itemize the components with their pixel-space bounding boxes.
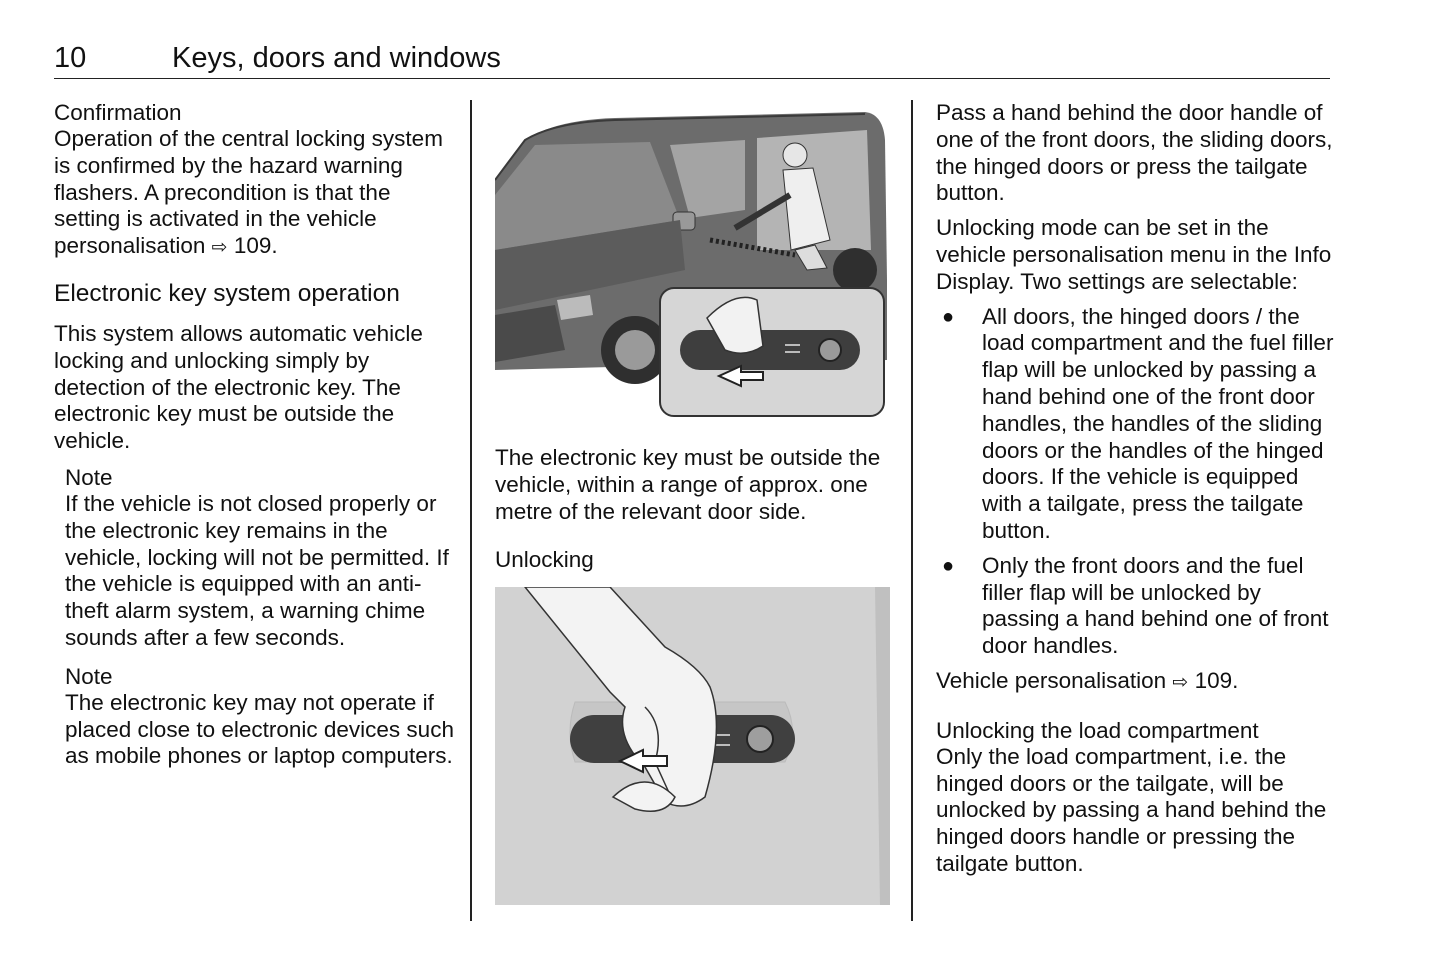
note-text: If the vehicle is not closed properly or the electronic key remains in the vehicle, locking will not be permitted. If the vehicle is equipped with an anti-theft alarm system, a warning chime sounds after a few seconds.: [65, 490, 449, 650]
bullet-icon: ●: [942, 305, 955, 328]
confirmation-paragraph: [54, 126, 454, 261]
list-item: [936, 553, 1336, 660]
column-middle: [495, 100, 895, 905]
unlocking-heading: Unlocking: [495, 547, 594, 573]
note-box-1: [65, 465, 454, 652]
chapter-title: Keys, doors and windows: [172, 42, 501, 74]
list-item-text: Only the front doors and the fuel filler flap will be unlocked by passing a hand behind one of front door handles.: [982, 552, 1329, 659]
van-illustration: [495, 100, 887, 420]
right-arrow-xref-icon: ⇨: [211, 236, 228, 259]
note-label: Note: [65, 663, 113, 689]
bullet-icon: ●: [942, 554, 955, 577]
list-item: [936, 304, 1336, 545]
personalisation-text: Vehicle personalisation: [936, 667, 1167, 693]
load-compartment-heading: Unlocking the load compartment: [936, 717, 1259, 743]
unlock-mode-list: [936, 304, 1336, 660]
page-number: 10: [54, 42, 87, 74]
note-label: Note: [65, 464, 113, 490]
confirmation-page-ref[interactable]: 109.: [233, 233, 278, 259]
column-divider-left: [470, 100, 472, 921]
right-arrow-xref-icon: ⇨: [1172, 670, 1189, 693]
eks-heading: Electronic key system operation: [54, 279, 400, 307]
list-item-text: All doors, the hinged doors / the load compartment and the fuel filler flap will be unlocked by passing a hand behind one of the front door handles, the handles of the sliding doors or the handles of the hinged doors. If the vehicle is equipped with a tailgate, press the tailgate button.: [982, 303, 1334, 543]
confirmation-heading: Confirmation: [54, 100, 182, 125]
handle-illustration: [495, 587, 890, 905]
van-with-person-image: [495, 100, 887, 420]
personalisation-page-ref[interactable]: 109.: [1194, 667, 1239, 693]
column-left: [54, 100, 454, 770]
column-right: [936, 100, 1336, 878]
confirmation-text: Operation of the central locking system is confirmed by the hazard warning flashers. A precondition is that the setting is activated in the vehicle personalisation: [54, 126, 443, 259]
note-box-2: [65, 664, 454, 770]
door-handle-image: [495, 587, 890, 905]
range-paragraph: The electronic key must be outside the vehicle, within a range of approx. one metre of the relevant door side.: [495, 445, 881, 524]
note-text: The electronic key may not operate if placed close to electronic devices such as mobile phones or laptop computers.: [65, 689, 454, 769]
mode-paragraph: Unlocking mode can be set in the vehicle personalisation menu in the Info Display. Two settings are selectable:: [936, 215, 1332, 294]
intro-paragraph: Pass a hand behind the door handle of one of the front doors, the sliding doors, the hinged doors or press the tailgate button.: [936, 100, 1333, 206]
load-compartment-paragraph: Only the load compartment, i.e. the hinged doors or the tailgate, will be unlocked by passing a hand behind the hinged doors handle or pressing the tailgate button.: [936, 743, 1327, 876]
eks-paragraph: This system allows automatic vehicle locking and unlocking simply by detection of the electronic key. The electronic key must be outside the vehicle.: [54, 320, 423, 454]
page-header: [54, 42, 1330, 79]
personalisation-paragraph: [936, 668, 1336, 696]
column-divider-right: [911, 100, 913, 921]
